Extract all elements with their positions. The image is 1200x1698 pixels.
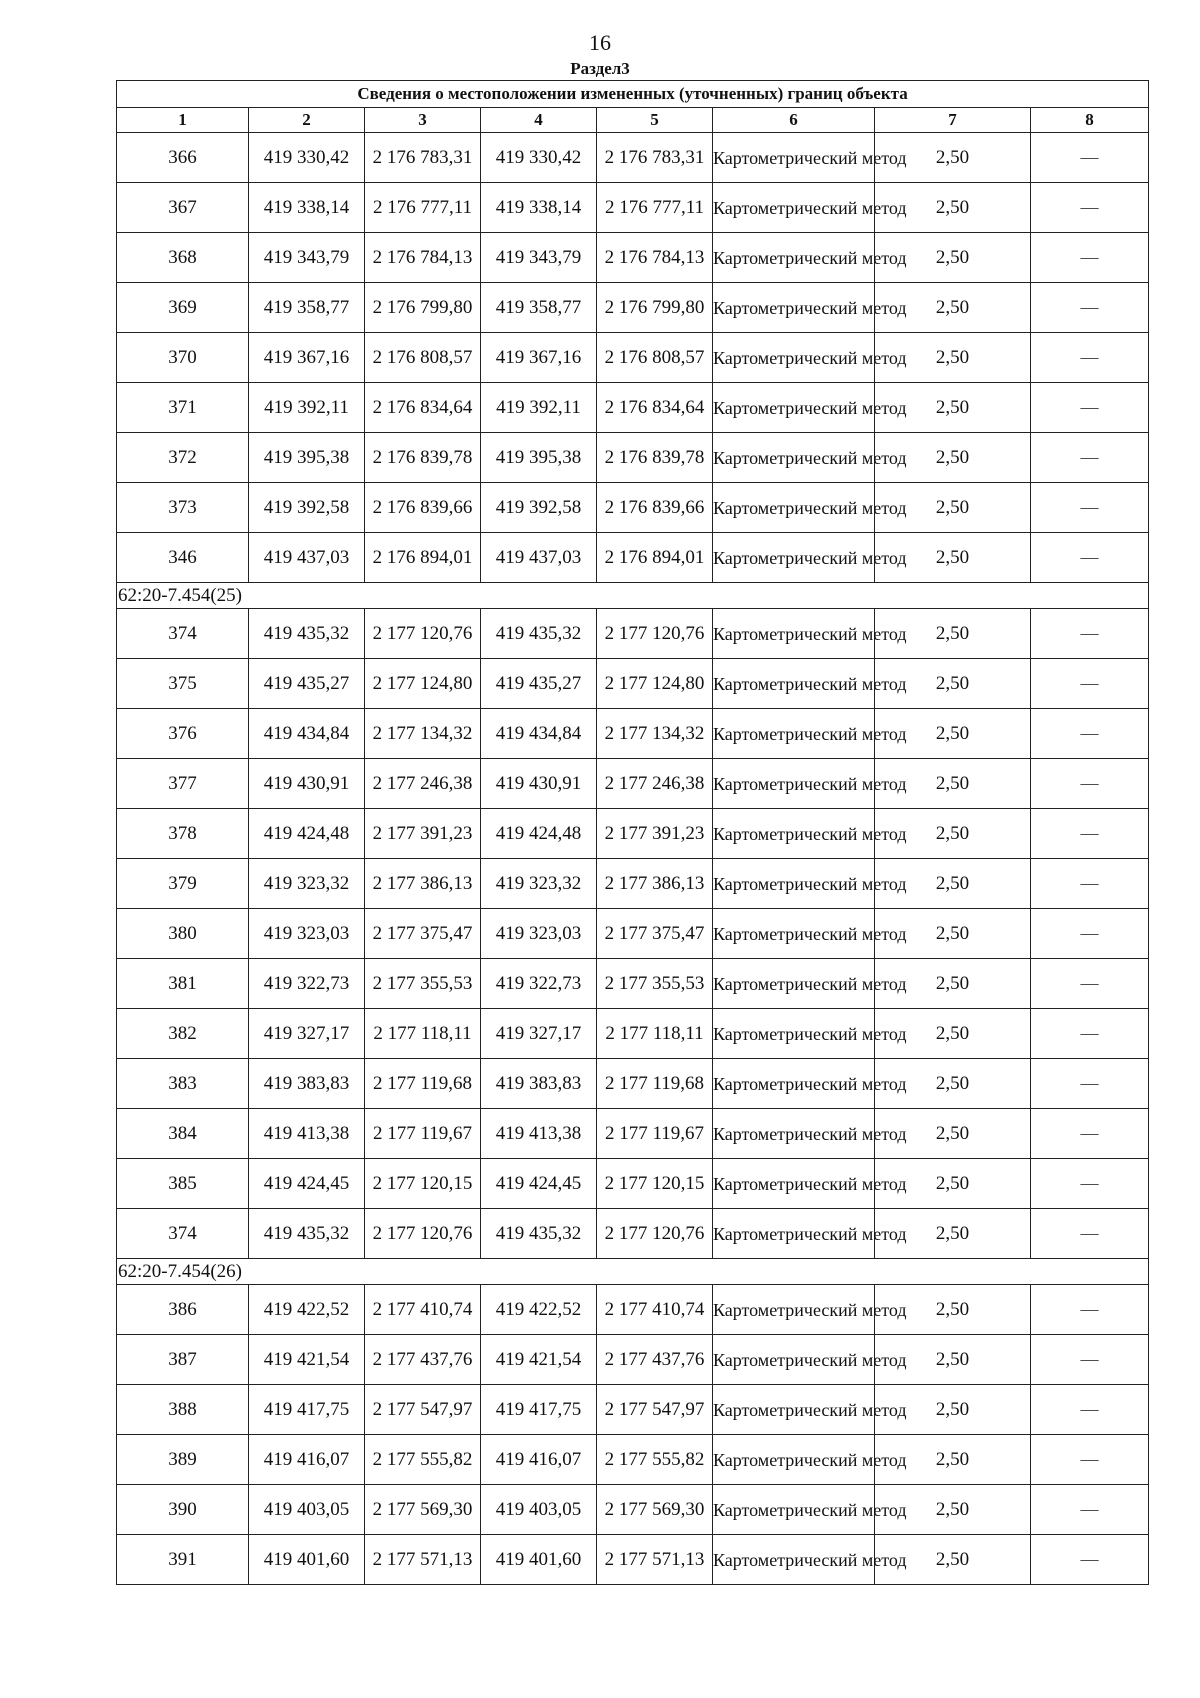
x-new-coordinate-cell: 419 413,38 bbox=[481, 1109, 597, 1159]
method-cell: Картометрический метод bbox=[713, 1209, 875, 1259]
y-coordinate-cell: 2 176 839,66 bbox=[365, 483, 481, 533]
accuracy-cell: 2,50 bbox=[875, 1285, 1031, 1335]
x-coordinate-cell: 419 338,14 bbox=[249, 183, 365, 233]
y-new-coordinate-cell: 2 176 784,13 bbox=[597, 233, 713, 283]
y-coordinate-cell: 2 176 784,13 bbox=[365, 233, 481, 283]
x-new-coordinate-cell: 419 327,17 bbox=[481, 1009, 597, 1059]
method-cell: Картометрический метод bbox=[713, 1485, 875, 1535]
accuracy-cell: 2,50 bbox=[875, 183, 1031, 233]
method-cell: Картометрический метод bbox=[713, 1285, 875, 1335]
point-number-cell: 378 bbox=[117, 809, 249, 859]
accuracy-cell: 2,50 bbox=[875, 483, 1031, 533]
dash-cell: — bbox=[1031, 1009, 1149, 1059]
y-coordinate-cell: 2 177 124,80 bbox=[365, 659, 481, 709]
table-caption: Сведения о местоположении измененных (уточненных) границ объекта bbox=[117, 81, 1149, 108]
x-new-coordinate-cell: 419 383,83 bbox=[481, 1059, 597, 1109]
x-coordinate-cell: 419 421,54 bbox=[249, 1335, 365, 1385]
table-row bbox=[117, 1009, 1149, 1059]
point-number-cell: 346 bbox=[117, 533, 249, 583]
group-label: 62:20-7.454(26) bbox=[117, 1259, 1149, 1285]
x-new-coordinate-cell: 419 358,77 bbox=[481, 283, 597, 333]
section-title: Раздел3 bbox=[570, 59, 630, 78]
dash-cell: — bbox=[1031, 283, 1149, 333]
x-coordinate-cell: 419 424,45 bbox=[249, 1159, 365, 1209]
y-coordinate-cell: 2 176 777,11 bbox=[365, 183, 481, 233]
table-row bbox=[117, 1535, 1149, 1585]
x-coordinate-cell: 419 343,79 bbox=[249, 233, 365, 283]
point-number-cell: 368 bbox=[117, 233, 249, 283]
y-new-coordinate-cell: 2 177 246,38 bbox=[597, 759, 713, 809]
y-new-coordinate-cell: 2 177 120,76 bbox=[597, 609, 713, 659]
point-number-cell: 374 bbox=[117, 609, 249, 659]
y-coordinate-cell: 2 177 391,23 bbox=[365, 809, 481, 859]
table-row bbox=[117, 483, 1149, 533]
column-header: 2 bbox=[249, 108, 365, 133]
dash-cell: — bbox=[1031, 859, 1149, 909]
x-new-coordinate-cell: 419 367,16 bbox=[481, 333, 597, 383]
y-coordinate-cell: 2 177 571,13 bbox=[365, 1535, 481, 1585]
dash-cell: — bbox=[1031, 533, 1149, 583]
x-coordinate-cell: 419 395,38 bbox=[249, 433, 365, 483]
point-number-cell: 372 bbox=[117, 433, 249, 483]
point-number-cell: 380 bbox=[117, 909, 249, 959]
table-row bbox=[117, 433, 1149, 483]
dash-cell: — bbox=[1031, 759, 1149, 809]
x-new-coordinate-cell: 419 322,73 bbox=[481, 959, 597, 1009]
column-header: 6 bbox=[713, 108, 875, 133]
y-coordinate-cell: 2 177 120,76 bbox=[365, 609, 481, 659]
point-number-cell: 377 bbox=[117, 759, 249, 809]
accuracy-cell: 2,50 bbox=[875, 909, 1031, 959]
accuracy-cell: 2,50 bbox=[875, 1109, 1031, 1159]
table-row bbox=[117, 1485, 1149, 1535]
y-new-coordinate-cell: 2 177 386,13 bbox=[597, 859, 713, 909]
dash-cell: — bbox=[1031, 1159, 1149, 1209]
y-coordinate-cell: 2 176 799,80 bbox=[365, 283, 481, 333]
y-new-coordinate-cell: 2 177 120,15 bbox=[597, 1159, 713, 1209]
table-body bbox=[117, 133, 1149, 1585]
method-cell: Картометрический метод bbox=[713, 1109, 875, 1159]
point-number-cell: 376 bbox=[117, 709, 249, 759]
y-new-coordinate-cell: 2 177 119,68 bbox=[597, 1059, 713, 1109]
accuracy-cell: 2,50 bbox=[875, 283, 1031, 333]
point-number-cell: 366 bbox=[117, 133, 249, 183]
coordinates-table bbox=[116, 80, 1149, 1585]
x-new-coordinate-cell: 419 392,58 bbox=[481, 483, 597, 533]
table-row bbox=[117, 1385, 1149, 1435]
method-cell: Картометрический метод bbox=[713, 909, 875, 959]
method-cell: Картометрический метод bbox=[713, 809, 875, 859]
table-row bbox=[117, 1109, 1149, 1159]
y-coordinate-cell: 2 177 437,76 bbox=[365, 1335, 481, 1385]
dash-cell: — bbox=[1031, 809, 1149, 859]
x-coordinate-cell: 419 383,83 bbox=[249, 1059, 365, 1109]
dash-cell: — bbox=[1031, 1385, 1149, 1435]
y-new-coordinate-cell: 2 177 391,23 bbox=[597, 809, 713, 859]
accuracy-cell: 2,50 bbox=[875, 1059, 1031, 1109]
table-row bbox=[117, 659, 1149, 709]
x-coordinate-cell: 419 434,84 bbox=[249, 709, 365, 759]
x-coordinate-cell: 419 392,58 bbox=[249, 483, 365, 533]
y-new-coordinate-cell: 2 176 799,80 bbox=[597, 283, 713, 333]
dash-cell: — bbox=[1031, 1335, 1149, 1385]
y-new-coordinate-cell: 2 177 437,76 bbox=[597, 1335, 713, 1385]
y-new-coordinate-cell: 2 176 834,64 bbox=[597, 383, 713, 433]
x-new-coordinate-cell: 419 437,03 bbox=[481, 533, 597, 583]
y-coordinate-cell: 2 177 375,47 bbox=[365, 909, 481, 959]
table-row bbox=[117, 533, 1149, 583]
y-new-coordinate-cell: 2 176 894,01 bbox=[597, 533, 713, 583]
column-header: 4 bbox=[481, 108, 597, 133]
dash-cell: — bbox=[1031, 183, 1149, 233]
dash-cell: — bbox=[1031, 483, 1149, 533]
method-cell: Картометрический метод bbox=[713, 659, 875, 709]
method-cell: Картометрический метод bbox=[713, 233, 875, 283]
point-number-cell: 374 bbox=[117, 1209, 249, 1259]
y-new-coordinate-cell: 2 176 777,11 bbox=[597, 183, 713, 233]
table-row bbox=[117, 183, 1149, 233]
dash-cell: — bbox=[1031, 133, 1149, 183]
column-header: 8 bbox=[1031, 108, 1149, 133]
x-coordinate-cell: 419 367,16 bbox=[249, 333, 365, 383]
method-cell: Картометрический метод bbox=[713, 383, 875, 433]
accuracy-cell: 2,50 bbox=[875, 709, 1031, 759]
x-coordinate-cell: 419 323,03 bbox=[249, 909, 365, 959]
x-new-coordinate-cell: 419 323,32 bbox=[481, 859, 597, 909]
method-cell: Картометрический метод bbox=[713, 1159, 875, 1209]
table-row bbox=[117, 1335, 1149, 1385]
accuracy-cell: 2,50 bbox=[875, 1335, 1031, 1385]
column-header-row bbox=[117, 108, 1149, 133]
method-cell: Картометрический метод bbox=[713, 859, 875, 909]
point-number-cell: 388 bbox=[117, 1385, 249, 1435]
accuracy-cell: 2,50 bbox=[875, 1535, 1031, 1585]
table-row bbox=[117, 709, 1149, 759]
y-new-coordinate-cell: 2 177 134,32 bbox=[597, 709, 713, 759]
accuracy-cell: 2,50 bbox=[875, 1435, 1031, 1485]
point-number-cell: 390 bbox=[117, 1485, 249, 1535]
table-caption-row bbox=[117, 81, 1149, 108]
x-new-coordinate-cell: 419 392,11 bbox=[481, 383, 597, 433]
point-number-cell: 379 bbox=[117, 859, 249, 909]
dash-cell: — bbox=[1031, 333, 1149, 383]
y-new-coordinate-cell: 2 176 839,78 bbox=[597, 433, 713, 483]
y-coordinate-cell: 2 177 569,30 bbox=[365, 1485, 481, 1535]
column-header: 5 bbox=[597, 108, 713, 133]
table-row bbox=[117, 333, 1149, 383]
dash-cell: — bbox=[1031, 609, 1149, 659]
table-row bbox=[117, 1159, 1149, 1209]
point-number-cell: 367 bbox=[117, 183, 249, 233]
accuracy-cell: 2,50 bbox=[875, 809, 1031, 859]
y-coordinate-cell: 2 177 355,53 bbox=[365, 959, 481, 1009]
y-coordinate-cell: 2 176 808,57 bbox=[365, 333, 481, 383]
x-new-coordinate-cell: 419 424,45 bbox=[481, 1159, 597, 1209]
group-label: 62:20-7.454(25) bbox=[117, 583, 1149, 609]
point-number-cell: 383 bbox=[117, 1059, 249, 1109]
x-new-coordinate-cell: 419 434,84 bbox=[481, 709, 597, 759]
x-coordinate-cell: 419 417,75 bbox=[249, 1385, 365, 1435]
x-new-coordinate-cell: 419 401,60 bbox=[481, 1535, 597, 1585]
dash-cell: — bbox=[1031, 233, 1149, 283]
accuracy-cell: 2,50 bbox=[875, 859, 1031, 909]
x-coordinate-cell: 419 430,91 bbox=[249, 759, 365, 809]
point-number-cell: 382 bbox=[117, 1009, 249, 1059]
accuracy-cell: 2,50 bbox=[875, 759, 1031, 809]
method-cell: Картометрический метод bbox=[713, 709, 875, 759]
table-row bbox=[117, 233, 1149, 283]
method-cell: Картометрический метод bbox=[713, 533, 875, 583]
point-number-cell: 371 bbox=[117, 383, 249, 433]
point-number-cell: 384 bbox=[117, 1109, 249, 1159]
table-row bbox=[117, 1059, 1149, 1109]
y-new-coordinate-cell: 2 177 569,30 bbox=[597, 1485, 713, 1535]
dash-cell: — bbox=[1031, 1435, 1149, 1485]
point-number-cell: 385 bbox=[117, 1159, 249, 1209]
point-number-cell: 389 bbox=[117, 1435, 249, 1485]
method-cell: Картометрический метод bbox=[713, 483, 875, 533]
y-coordinate-cell: 2 177 386,13 bbox=[365, 859, 481, 909]
method-cell: Картометрический метод bbox=[713, 609, 875, 659]
method-cell: Картометрический метод bbox=[713, 183, 875, 233]
y-new-coordinate-cell: 2 177 547,97 bbox=[597, 1385, 713, 1435]
x-coordinate-cell: 419 413,38 bbox=[249, 1109, 365, 1159]
method-cell: Картометрический метод bbox=[713, 433, 875, 483]
method-cell: Картометрический метод bbox=[713, 1535, 875, 1585]
accuracy-cell: 2,50 bbox=[875, 1209, 1031, 1259]
column-header: 3 bbox=[365, 108, 481, 133]
y-coordinate-cell: 2 177 119,67 bbox=[365, 1109, 481, 1159]
y-new-coordinate-cell: 2 177 410,74 bbox=[597, 1285, 713, 1335]
accuracy-cell: 2,50 bbox=[875, 1009, 1031, 1059]
method-cell: Картометрический метод bbox=[713, 959, 875, 1009]
y-coordinate-cell: 2 177 555,82 bbox=[365, 1435, 481, 1485]
x-new-coordinate-cell: 419 435,27 bbox=[481, 659, 597, 709]
y-new-coordinate-cell: 2 177 571,13 bbox=[597, 1535, 713, 1585]
page-number: 16 bbox=[589, 30, 611, 55]
x-coordinate-cell: 419 416,07 bbox=[249, 1435, 365, 1485]
y-coordinate-cell: 2 177 120,15 bbox=[365, 1159, 481, 1209]
dash-cell: — bbox=[1031, 909, 1149, 959]
dash-cell: — bbox=[1031, 383, 1149, 433]
y-new-coordinate-cell: 2 177 355,53 bbox=[597, 959, 713, 1009]
column-header: 7 bbox=[875, 108, 1031, 133]
table-row bbox=[117, 609, 1149, 659]
dash-cell: — bbox=[1031, 1059, 1149, 1109]
table-row bbox=[117, 1285, 1149, 1335]
table-row bbox=[117, 283, 1149, 333]
y-coordinate-cell: 2 177 246,38 bbox=[365, 759, 481, 809]
accuracy-cell: 2,50 bbox=[875, 433, 1031, 483]
dash-cell: — bbox=[1031, 1485, 1149, 1535]
x-new-coordinate-cell: 419 395,38 bbox=[481, 433, 597, 483]
y-new-coordinate-cell: 2 177 120,76 bbox=[597, 1209, 713, 1259]
x-new-coordinate-cell: 419 343,79 bbox=[481, 233, 597, 283]
table-row bbox=[117, 959, 1149, 1009]
table-row bbox=[117, 859, 1149, 909]
y-coordinate-cell: 2 176 834,64 bbox=[365, 383, 481, 433]
x-coordinate-cell: 419 392,11 bbox=[249, 383, 365, 433]
y-new-coordinate-cell: 2 176 783,31 bbox=[597, 133, 713, 183]
table-row bbox=[117, 383, 1149, 433]
y-coordinate-cell: 2 177 134,32 bbox=[365, 709, 481, 759]
y-new-coordinate-cell: 2 177 555,82 bbox=[597, 1435, 713, 1485]
point-number-cell: 386 bbox=[117, 1285, 249, 1335]
table-row bbox=[117, 759, 1149, 809]
y-coordinate-cell: 2 177 118,11 bbox=[365, 1009, 481, 1059]
x-new-coordinate-cell: 419 338,14 bbox=[481, 183, 597, 233]
y-coordinate-cell: 2 176 783,31 bbox=[365, 133, 481, 183]
x-new-coordinate-cell: 419 416,07 bbox=[481, 1435, 597, 1485]
x-new-coordinate-cell: 419 430,91 bbox=[481, 759, 597, 809]
y-coordinate-cell: 2 177 410,74 bbox=[365, 1285, 481, 1335]
x-coordinate-cell: 419 403,05 bbox=[249, 1485, 365, 1535]
column-header: 1 bbox=[117, 108, 249, 133]
point-number-cell: 370 bbox=[117, 333, 249, 383]
method-cell: Картометрический метод bbox=[713, 283, 875, 333]
accuracy-cell: 2,50 bbox=[875, 1485, 1031, 1535]
accuracy-cell: 2,50 bbox=[875, 609, 1031, 659]
x-new-coordinate-cell: 419 330,42 bbox=[481, 133, 597, 183]
table-row bbox=[117, 809, 1149, 859]
point-number-cell: 391 bbox=[117, 1535, 249, 1585]
dash-cell: — bbox=[1031, 1209, 1149, 1259]
point-number-cell: 387 bbox=[117, 1335, 249, 1385]
x-new-coordinate-cell: 419 417,75 bbox=[481, 1385, 597, 1435]
accuracy-cell: 2,50 bbox=[875, 133, 1031, 183]
x-coordinate-cell: 419 435,32 bbox=[249, 1209, 365, 1259]
dash-cell: — bbox=[1031, 709, 1149, 759]
y-new-coordinate-cell: 2 176 808,57 bbox=[597, 333, 713, 383]
y-coordinate-cell: 2 176 839,78 bbox=[365, 433, 481, 483]
x-coordinate-cell: 419 437,03 bbox=[249, 533, 365, 583]
y-coordinate-cell: 2 177 120,76 bbox=[365, 1209, 481, 1259]
point-number-cell: 369 bbox=[117, 283, 249, 333]
point-number-cell: 373 bbox=[117, 483, 249, 533]
dash-cell: — bbox=[1031, 1285, 1149, 1335]
y-new-coordinate-cell: 2 177 124,80 bbox=[597, 659, 713, 709]
dash-cell: — bbox=[1031, 433, 1149, 483]
x-new-coordinate-cell: 419 323,03 bbox=[481, 909, 597, 959]
y-new-coordinate-cell: 2 177 375,47 bbox=[597, 909, 713, 959]
accuracy-cell: 2,50 bbox=[875, 659, 1031, 709]
accuracy-cell: 2,50 bbox=[875, 959, 1031, 1009]
table-row bbox=[117, 1209, 1149, 1259]
x-new-coordinate-cell: 419 403,05 bbox=[481, 1485, 597, 1535]
x-coordinate-cell: 419 435,32 bbox=[249, 609, 365, 659]
x-coordinate-cell: 419 327,17 bbox=[249, 1009, 365, 1059]
y-coordinate-cell: 2 177 547,97 bbox=[365, 1385, 481, 1435]
x-coordinate-cell: 419 322,73 bbox=[249, 959, 365, 1009]
dash-cell: — bbox=[1031, 1535, 1149, 1585]
group-header-row bbox=[117, 583, 1149, 609]
method-cell: Картометрический метод bbox=[713, 1385, 875, 1435]
y-coordinate-cell: 2 177 119,68 bbox=[365, 1059, 481, 1109]
method-cell: Картометрический метод bbox=[713, 1435, 875, 1485]
method-cell: Картометрический метод bbox=[713, 1059, 875, 1109]
x-coordinate-cell: 419 330,42 bbox=[249, 133, 365, 183]
point-number-cell: 375 bbox=[117, 659, 249, 709]
accuracy-cell: 2,50 bbox=[875, 233, 1031, 283]
method-cell: Картометрический метод bbox=[713, 1335, 875, 1385]
accuracy-cell: 2,50 bbox=[875, 1159, 1031, 1209]
accuracy-cell: 2,50 bbox=[875, 1385, 1031, 1435]
x-coordinate-cell: 419 435,27 bbox=[249, 659, 365, 709]
x-coordinate-cell: 419 358,77 bbox=[249, 283, 365, 333]
x-coordinate-cell: 419 424,48 bbox=[249, 809, 365, 859]
y-new-coordinate-cell: 2 176 839,66 bbox=[597, 483, 713, 533]
accuracy-cell: 2,50 bbox=[875, 333, 1031, 383]
x-new-coordinate-cell: 419 421,54 bbox=[481, 1335, 597, 1385]
accuracy-cell: 2,50 bbox=[875, 533, 1031, 583]
accuracy-cell: 2,50 bbox=[875, 383, 1031, 433]
x-coordinate-cell: 419 422,52 bbox=[249, 1285, 365, 1335]
y-new-coordinate-cell: 2 177 118,11 bbox=[597, 1009, 713, 1059]
table-row bbox=[117, 1435, 1149, 1485]
dash-cell: — bbox=[1031, 659, 1149, 709]
method-cell: Картометрический метод bbox=[713, 759, 875, 809]
x-new-coordinate-cell: 419 422,52 bbox=[481, 1285, 597, 1335]
table-row bbox=[117, 909, 1149, 959]
x-coordinate-cell: 419 323,32 bbox=[249, 859, 365, 909]
dash-cell: — bbox=[1031, 1109, 1149, 1159]
point-number-cell: 381 bbox=[117, 959, 249, 1009]
method-cell: Картометрический метод bbox=[713, 133, 875, 183]
y-coordinate-cell: 2 176 894,01 bbox=[365, 533, 481, 583]
y-new-coordinate-cell: 2 177 119,67 bbox=[597, 1109, 713, 1159]
dash-cell: — bbox=[1031, 959, 1149, 1009]
x-coordinate-cell: 419 401,60 bbox=[249, 1535, 365, 1585]
group-header-row bbox=[117, 1259, 1149, 1285]
table-row bbox=[117, 133, 1149, 183]
method-cell: Картометрический метод bbox=[713, 333, 875, 383]
x-new-coordinate-cell: 419 435,32 bbox=[481, 609, 597, 659]
method-cell: Картометрический метод bbox=[713, 1009, 875, 1059]
x-new-coordinate-cell: 419 424,48 bbox=[481, 809, 597, 859]
x-new-coordinate-cell: 419 435,32 bbox=[481, 1209, 597, 1259]
